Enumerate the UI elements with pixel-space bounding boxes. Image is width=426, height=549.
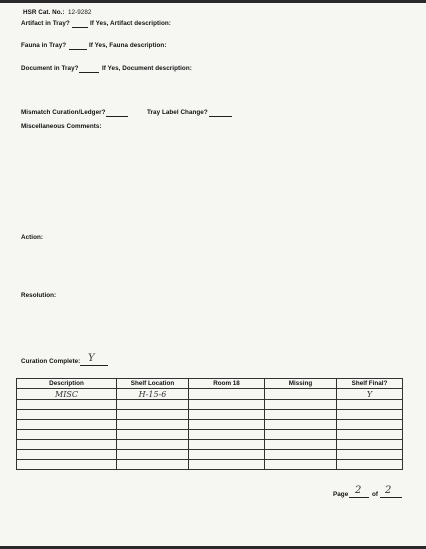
table-cell[interactable] [117,430,189,440]
table-cell[interactable] [117,400,189,410]
table-cell[interactable] [337,430,403,440]
table-cell[interactable]: MISC [17,389,117,400]
table-cell[interactable] [189,410,265,420]
artifact-in-tray-label: Artifact in Tray? [21,20,70,27]
artifact-description-label: If Yes, Artifact description: [90,20,171,27]
table-cell[interactable]: H-15-6 [117,389,189,400]
column-header-shelf-final: Shelf Final? [337,379,403,389]
catalog-number-label: HSR Cat. No.: [23,9,65,16]
column-header-shelf-location: Shelf Location [117,379,189,389]
table-cell[interactable] [337,400,403,410]
table-row [17,460,403,470]
table-cell[interactable] [17,400,117,410]
table-cell[interactable] [189,460,265,470]
table-cell[interactable] [265,400,337,410]
table-cell[interactable]: Y [337,389,403,400]
tray-label-change-label: Tray Label Change? [147,109,208,116]
table-cell[interactable] [117,420,189,430]
table-cell[interactable] [189,430,265,440]
table-cell[interactable] [17,450,117,460]
table-cell[interactable] [17,440,117,450]
table-cell[interactable] [117,410,189,420]
mismatch-curation-blank[interactable] [106,116,128,117]
fauna-in-tray-blank[interactable] [69,49,87,50]
mismatch-curation-label: Mismatch Curation/Ledger? [21,109,106,116]
table-cell[interactable] [189,420,265,430]
page-total-value: 2 [385,485,392,496]
table-cell[interactable] [117,460,189,470]
table-cell[interactable] [189,389,265,400]
table-header-row [17,379,403,389]
of-label: of [372,491,379,498]
table-cell[interactable] [189,450,265,460]
curation-complete-value: Y [88,353,95,364]
table-cell[interactable] [265,420,337,430]
fauna-description-label: If Yes, Fauna description: [89,42,167,49]
document-in-tray-blank[interactable] [79,72,99,73]
table-row [17,450,403,460]
scan-top-edge [0,0,426,3]
table-cell[interactable] [17,430,117,440]
table-cell[interactable] [265,430,337,440]
table-row [17,420,403,430]
curation-complete-blank[interactable] [80,365,108,366]
table-cell[interactable] [189,400,265,410]
table-cell[interactable] [117,450,189,460]
table-cell[interactable] [265,460,337,470]
action-label: Action: [21,234,44,241]
column-header-description: Description [17,379,117,389]
column-header-room-18: Room 18 [189,379,265,389]
table-cell[interactable] [337,410,403,420]
table-cell[interactable] [17,410,117,420]
miscellaneous-comments-label: Miscellaneous Comments: [21,123,102,130]
table-row [17,400,403,410]
table-row [17,389,403,400]
table-cell[interactable] [265,450,337,460]
curation-complete-label: Curation Complete: [21,358,81,365]
table-cell[interactable] [265,410,337,420]
page-number-value: 2 [355,485,362,496]
table-cell[interactable] [17,460,117,470]
document-in-tray-label: Document in Tray? [21,65,79,72]
table-cell[interactable] [17,420,117,430]
document-description-label: If Yes, Document description: [102,65,192,72]
table-cell[interactable] [337,420,403,430]
table-row [17,430,403,440]
tray-label-change-blank[interactable] [209,116,232,117]
page-number-blank[interactable] [349,497,369,498]
page-total-blank[interactable] [380,497,402,498]
table-cell[interactable] [117,440,189,450]
page-label: Page [333,491,349,498]
table-row [17,410,403,420]
table-cell[interactable] [189,440,265,450]
table-cell[interactable] [337,460,403,470]
shelf-log-table [16,378,403,470]
table-cell[interactable] [337,440,403,450]
fauna-in-tray-label: Fauna in Tray? [21,42,67,49]
column-header-missing: Missing [265,379,337,389]
artifact-in-tray-blank[interactable] [72,27,88,28]
table-cell[interactable] [265,440,337,450]
table-cell[interactable] [265,389,337,400]
catalog-number-value: 12-9282 [68,9,92,16]
table-row [17,440,403,450]
resolution-label: Resolution: [21,292,57,299]
table-cell[interactable] [337,450,403,460]
